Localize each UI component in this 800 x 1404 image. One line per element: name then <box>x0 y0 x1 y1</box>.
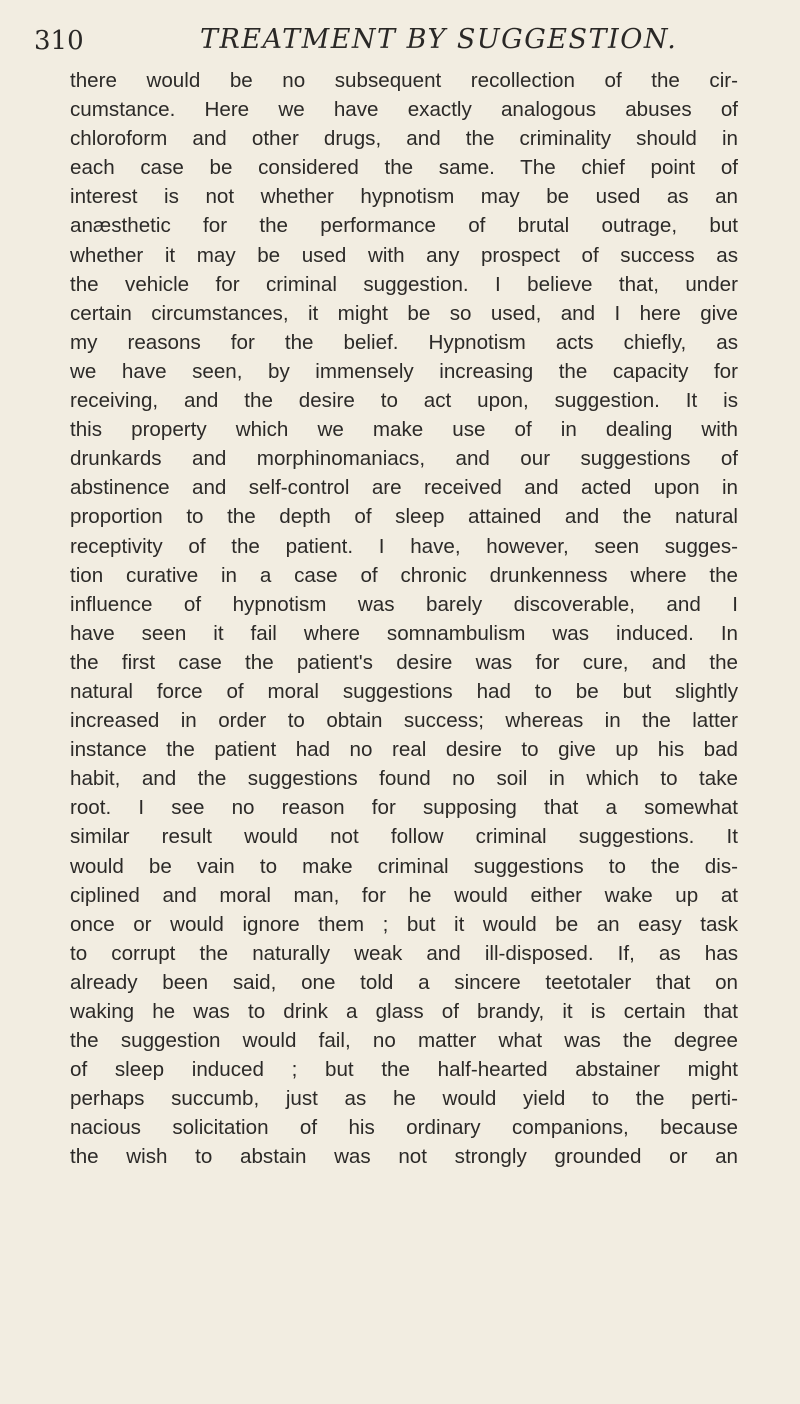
text-line: perhaps succumb, just as he would yield to the perti- <box>70 1087 738 1111</box>
text-line: each case be considered the same. The chief point of <box>70 156 738 180</box>
text-line: increased in order to obtain success; whereas in the latter <box>70 709 738 733</box>
text-line: habit, and the suggestions found no soil in which to take <box>70 767 738 791</box>
text-line: to corrupt the naturally weak and ill-disposed. If, as has <box>70 941 738 965</box>
text-line: would be vain to make criminal suggestions to the dis- <box>70 854 738 878</box>
running-title: TREATMENT BY SUGGESTION. <box>200 24 678 55</box>
text-line: cumstance. Here we have exactly analogous abuses of <box>70 98 738 122</box>
text-line: once or would ignore them ; but it would be an easy task <box>70 912 738 936</box>
text-line: have seen it fail where somnambulism was induced. In <box>70 621 738 645</box>
text-line: the first case the patient's desire was for cure, and the <box>70 650 738 674</box>
text-line: chloroform and other drugs, and the criminality should in <box>70 127 738 151</box>
text-line: this property which we make use of in dealing with <box>70 418 738 442</box>
text-line: the vehicle for criminal suggestion. I believe that, under <box>70 272 738 296</box>
text-line: drunkards and morphinomaniacs, and our suggestions of <box>70 447 738 471</box>
text-line: root. I see no reason for supposing that a somewhat <box>70 796 738 820</box>
text-line: receptivity of the patient. I have, however, seen sugges- <box>70 534 738 558</box>
text-line: instance the patient had no real desire to give up his bad <box>70 738 738 762</box>
text-line: proportion to the depth of sleep attained and the natural <box>70 505 738 529</box>
body-text <box>70 66 738 1172</box>
text-line: abstinence and self-control are received and acted upon in <box>70 476 738 500</box>
text-line: my reasons for the belief. Hypnotism acts chiefly, as <box>70 330 738 354</box>
text-line: waking he was to drink a glass of brandy, it is certain that <box>70 1000 738 1023</box>
text-line: similar result would not follow criminal suggestions. It <box>70 825 738 849</box>
text-line: we have seen, by immensely increasing the capacity for <box>70 359 738 383</box>
text-line: whether it may be used with any prospect of success as <box>70 243 738 267</box>
text-line: natural force of moral suggestions had to be but slightly <box>70 679 738 703</box>
text-line: already been said, one told a sincere teetotaler that on <box>70 970 738 994</box>
text-line: anæsthetic for the performance of brutal outrage, but <box>70 214 738 238</box>
text-line: nacious solicitation of his ordinary companions, because <box>70 1116 738 1140</box>
text-line: receiving, and the desire to act upon, suggestion. It is <box>70 389 738 413</box>
text-line: the suggestion would fail, no matter what was the degree <box>70 1029 738 1053</box>
text-line: ciplined and moral man, for he would either wake up at <box>70 883 738 907</box>
text-line: interest is not whether hypnotism may be used as an <box>70 185 738 209</box>
text-line: influence of hypnotism was barely discoverable, and I <box>70 592 738 616</box>
text-line: of sleep induced ; but the half-hearted abstainer might <box>70 1058 738 1082</box>
text-line: tion curative in a case of chronic drunkenness where the <box>70 563 738 587</box>
text-line: the wish to abstain was not strongly grounded or an <box>70 1145 738 1169</box>
page-number: 310 <box>34 26 84 56</box>
text-line: there would be no subsequent recollection of the cir- <box>70 69 738 92</box>
text-line: certain circumstances, it might be so used, and I here give <box>70 301 738 325</box>
